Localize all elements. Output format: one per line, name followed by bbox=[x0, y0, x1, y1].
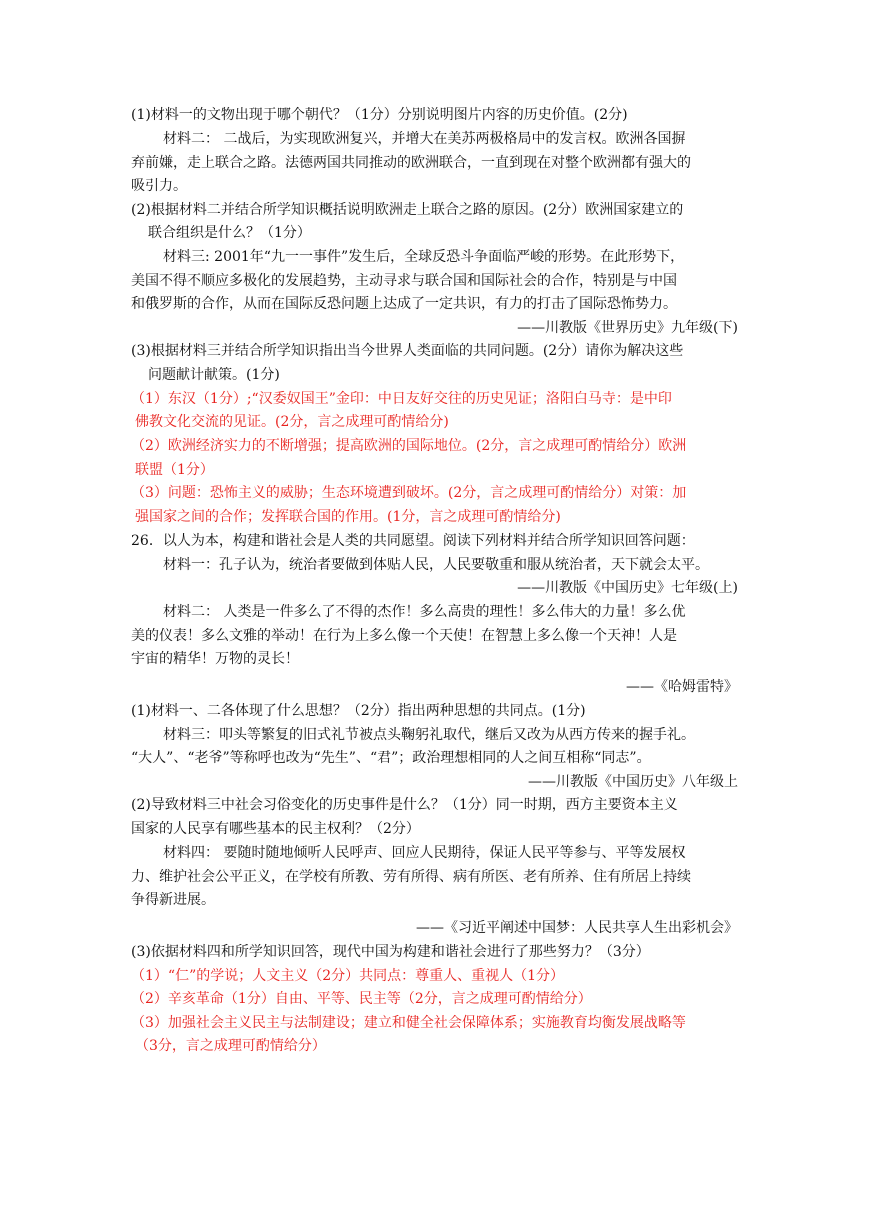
answer-1-line-2: 佛教文化交流的见证。(2分，言之成理可酌情给分) bbox=[135, 414, 449, 430]
question-3-line-2: 问题献计献策。(1分) bbox=[148, 367, 280, 383]
question-26-heading: 26．以人为本，构建和谐社会是人类的共同愿望。阅读下列材料并结合所学知识回答问题： bbox=[131, 533, 695, 549]
answer-3-line-2: 强国家之间的合作；发挥联合国的作用。(1分，言之成理可酌情给分) bbox=[135, 509, 561, 525]
material-2-line-1: 材料二： 二战后，为实现欧洲复兴，并增大在美苏两极格局中的发言权。欧洲各国摒 bbox=[163, 131, 686, 147]
answer-1-line-1: （1）东汉（1分）;“汉委奴国王”金印：中日友好交往的历史见证；洛阳白马寺：是中印 bbox=[131, 391, 672, 407]
material-2-line-3: 吸引力。 bbox=[131, 178, 187, 194]
material-3-line-3: 和俄罗斯的合作，从而在国际反恐问题上达成了一定共识，有力的打击了国际恐怖势力。 bbox=[131, 296, 677, 312]
q26-material-2-line-3: 宇宙的精华！万物的灵长！ bbox=[131, 651, 299, 667]
q26-material-2-line-1: 材料二： 人类是一件多么了不得的杰作！多么高贵的理性！多么伟大的力量！多么优 bbox=[163, 604, 686, 620]
q26-answer-3-line-1: （3）加强社会主义民主与法制建设；建立和健全社会保障体系；实施教育均衡发展战略等 bbox=[131, 1015, 686, 1031]
q26-question-2-line-2: 国家的人民享有哪些基本的民主权利？（2分） bbox=[131, 821, 420, 837]
material-3-line-1: 材料三: 2001年“九一一事件”发生后，全球反恐斗争面临严峻的形势。在此形势下， bbox=[163, 249, 685, 265]
q26-material-1: 材料一：孔子认为，统治者要做到体贴人民，人民要敬重和服从统治者，天下就会太平。 bbox=[163, 557, 709, 573]
answer-2-line-1: （2）欧洲经济实力的不断增强；提高欧洲的国际地位。(2分，言之成理可酌情给分）欧洲 bbox=[131, 438, 687, 454]
q26-material-2-line-2: 美的仪表！多么文雅的举动！在行为上多么像一个天使！在智慧上多么像一个天神！人是 bbox=[131, 628, 677, 644]
answer-3-line-1: （3）问题：恐怖主义的威胁；生态环境遭到破坏。(2分，言之成理可酌情给分）对策：加 bbox=[131, 485, 687, 501]
q26-material-4-source: ——《习近平阐述中国梦：人民共享人生出彩机会》 bbox=[416, 920, 738, 936]
q26-answer-1: （1）“仁”的学说；人文主义（2分）共同点：尊重人、重视人（1分） bbox=[131, 968, 565, 984]
answer-2-line-2: 联盟（1分） bbox=[135, 462, 214, 478]
question-1: (1)材料一的文物出现于哪个朝代？（1分）分别说明图片内容的历史价值。(2分) bbox=[131, 107, 628, 123]
q26-material-3-source: ——川教版《中国历史》八年级上 bbox=[528, 774, 738, 790]
question-2-line-1: (2)根据材料二并结合所学知识概括说明欧洲走上联合之路的原因。(2分）欧洲国家建立的 bbox=[131, 202, 684, 218]
q26-material-4-line-3: 争得新进展。 bbox=[131, 892, 215, 908]
q26-material-4-line-1: 材料四： 要随时随地倾听人民呼声、回应人民期待，保证人民平等参与、平等发展权 bbox=[163, 845, 686, 861]
q26-question-3: (3)依据材料四和所学知识回答，现代中国为构建和谐社会进行了那些努力？（3分） bbox=[131, 944, 650, 960]
q26-question-2-line-1: (2)导致材料三中社会习俗变化的历史事件是什么？（1分）同一时期，西方主要资本主义 bbox=[131, 797, 678, 813]
material-3-source: ——川教版《世界历史》九年级(下) bbox=[517, 320, 738, 336]
material-3-line-2: 美国不得不顺应多极化的发展趋势，主动寻求与联合国和国际社会的合作，特别是与中国 bbox=[131, 273, 677, 289]
question-2-line-2: 联合组织是什么？（1分） bbox=[148, 225, 311, 241]
material-2-line-2: 弃前嫌，走上联合之路。法德两国共同推动的欧洲联合，一直到现在对整个欧洲都有强大的 bbox=[131, 155, 691, 171]
q26-question-1: (1)材料一、二各体现了什么思想？（2分）指出两种思想的共同点。(1分) bbox=[131, 703, 586, 719]
question-3-line-1: (3)根据材料三并结合所学知识指出当今世界人类面临的共同问题。(2分）请你为解决这些 bbox=[131, 343, 684, 359]
q26-material-4-line-2: 力、维护社会公平正义，在学校有所教、劳有所得、病有所医、老有所养、住有所居上持续 bbox=[131, 869, 691, 885]
q26-material-3-line-2: “大人”、“老爷”等称呼也改为“先生”、“君”；政治理想相同的人之间互相称“同志”。 bbox=[131, 750, 651, 766]
q26-answer-2: （2）辛亥革命（1分）自由、平等、民主等（2分，言之成理可酌情给分） bbox=[131, 991, 592, 1007]
q26-answer-3-line-2: （3分，言之成理可酌情给分） bbox=[135, 1038, 326, 1054]
q26-material-1-source: ——川教版《中国历史》七年级(上) bbox=[517, 580, 738, 596]
q26-material-3-line-1: 材料三：叩头等繁复的旧式礼节被点头鞠躬礼取代，继后又改为从西方传来的握手礼。 bbox=[163, 727, 695, 743]
q26-material-2-source: ——《哈姆雷特》 bbox=[626, 679, 738, 695]
